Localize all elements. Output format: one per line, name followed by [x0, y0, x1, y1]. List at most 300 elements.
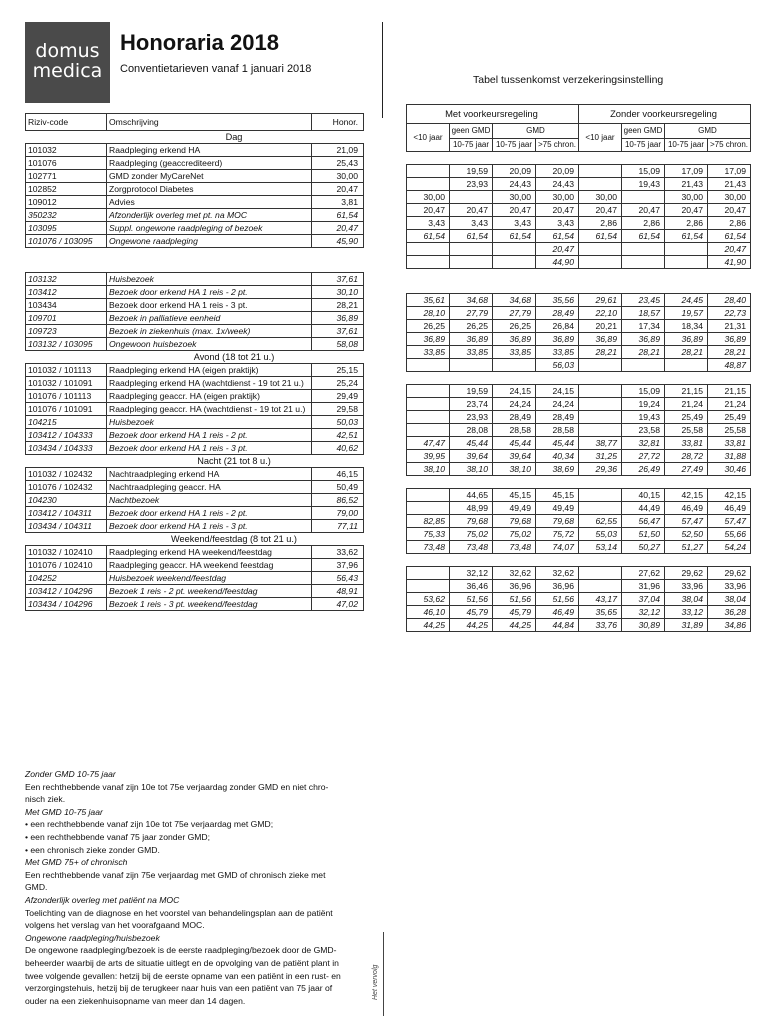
- tariff-value: 32,12: [450, 567, 493, 580]
- tariff-value: 36,28: [708, 606, 751, 619]
- tariff-value: 44,84: [536, 619, 579, 632]
- tariff-row: [26, 286, 364, 299]
- tariff-value: 26,49: [622, 463, 665, 476]
- gap-cell: [312, 248, 364, 261]
- tariff-value: [407, 256, 450, 269]
- riziv-code: 104230: [26, 494, 107, 507]
- tariff-values-row: [407, 580, 751, 593]
- section-spacer-cell: [493, 554, 536, 567]
- tariff-values-row: [407, 398, 751, 411]
- tariff-values-row: [407, 165, 751, 178]
- gap-cell: [708, 281, 751, 294]
- omschrijving: Huisbezoek: [107, 416, 312, 429]
- tariff-value: 53,14: [579, 541, 622, 554]
- tariff-row: [26, 273, 364, 286]
- tariff-value: 44,25: [493, 619, 536, 632]
- tariff-value: 19,43: [622, 411, 665, 424]
- tariff-value: 38,04: [708, 593, 751, 606]
- tariff-value: 45,15: [493, 489, 536, 502]
- tariff-value: 32,62: [536, 567, 579, 580]
- omschrijving: Bezoek door erkend HA 1 reis - 2 pt.: [107, 429, 312, 442]
- tariff-value: 39,95: [407, 450, 450, 463]
- tariff-value: 33,81: [708, 437, 751, 450]
- tariff-value: 28,49: [493, 411, 536, 424]
- tariff-value: 38,10: [493, 463, 536, 476]
- riziv-code: 101076 / 101091: [26, 403, 107, 416]
- tariff-value: 20,47: [536, 204, 579, 217]
- tariff-value: 33,85: [450, 346, 493, 359]
- riziv-code: 103132 / 103095: [26, 338, 107, 351]
- group-header-row: [407, 105, 751, 124]
- riziv-code: 350232: [26, 209, 107, 222]
- riziv-code: 103412 / 104311: [26, 507, 107, 520]
- tariff-value: 44,90: [536, 256, 579, 269]
- gap-cell: [26, 260, 107, 273]
- subheader-lt10: <10 jaar: [407, 124, 450, 152]
- tariff-value: 39,64: [493, 450, 536, 463]
- section-spacer-cell: [536, 152, 579, 165]
- omschrijving: Nachtraadpleging geaccr. HA: [107, 481, 312, 494]
- tariff-value: 25,49: [665, 411, 708, 424]
- tariff-values-row: [407, 502, 751, 515]
- section-spacer-cell: [665, 476, 708, 489]
- tariff-value: 27,79: [493, 307, 536, 320]
- section-spacer-cell: [579, 476, 622, 489]
- tariff-value: 23,58: [622, 424, 665, 437]
- riziv-code: 101076 / 102432: [26, 481, 107, 494]
- section-spacer-cell: [579, 152, 622, 165]
- tariff-values-row: [407, 567, 751, 580]
- section-spacer-cell: [450, 554, 493, 567]
- tariff-value: 35,65: [579, 606, 622, 619]
- honorarium: 3,81: [312, 196, 364, 209]
- tariff-value: 25,58: [708, 424, 751, 437]
- honorarium: 37,96: [312, 559, 364, 572]
- tariff-value: [407, 385, 450, 398]
- omschrijving: Suppl. ongewone raadpleging of bezoek: [107, 222, 312, 235]
- tariff-value: 61,54: [579, 230, 622, 243]
- subheader-10-75: 10-75 jaar: [450, 139, 493, 152]
- tariff-values-row: [407, 307, 751, 320]
- tariff-value: 30,00: [407, 191, 450, 204]
- section-spacer-cell: [536, 554, 579, 567]
- tariff-value: 26,25: [450, 320, 493, 333]
- section-spacer-cell: [622, 476, 665, 489]
- tariff-row: [26, 481, 364, 494]
- col-header-honor: Honor.: [312, 114, 364, 131]
- tariff-value: 28,08: [450, 424, 493, 437]
- tariff-value: [493, 359, 536, 372]
- gap-cell: [665, 269, 708, 282]
- section-spacer-cell: [407, 554, 450, 567]
- tariff-value: 45,44: [450, 437, 493, 450]
- tariff-values-row: [407, 424, 751, 437]
- tariff-row: [26, 338, 364, 351]
- section-header-row: [26, 533, 364, 546]
- tariff-value: 61,54: [407, 230, 450, 243]
- omschrijving: Bezoek 1 reis - 3 pt. weekend/feestdag: [107, 598, 312, 611]
- tariff-value: 41,90: [708, 256, 751, 269]
- tariff-value: [579, 489, 622, 502]
- tariff-value: 27,62: [622, 567, 665, 580]
- tariff-value: 17,34: [622, 320, 665, 333]
- riziv-code: 104215: [26, 416, 107, 429]
- tariff-value: 20,47: [536, 243, 579, 256]
- tariff-row: [26, 325, 364, 338]
- tariff-value: [407, 178, 450, 191]
- tariff-value: 36,89: [493, 333, 536, 346]
- honorarium: 56,43: [312, 572, 364, 585]
- tariff-table-left: [25, 104, 364, 611]
- tariff-values-row: [407, 204, 751, 217]
- omschrijving: Zorgprotocol Diabetes: [107, 183, 312, 196]
- omschrijving: Bezoek in ziekenhuis (max. 1x/week): [107, 325, 312, 338]
- tariff-value: 75,02: [450, 528, 493, 541]
- tariff-value: 79,68: [493, 515, 536, 528]
- tariff-values-row: [407, 333, 751, 346]
- gap-cell: [107, 260, 312, 273]
- honorarium: 33,62: [312, 546, 364, 559]
- tariff-value: 74,07: [536, 541, 579, 554]
- tariff-values-row: [407, 243, 751, 256]
- tariff-value: 33,85: [493, 346, 536, 359]
- tariff-value: 38,69: [536, 463, 579, 476]
- riziv-code: 101032 / 102432: [26, 468, 107, 481]
- subheader-gmd: GMD: [493, 124, 579, 139]
- column-header-row: [26, 114, 364, 131]
- tariff-value: 3,43: [493, 217, 536, 230]
- tariff-value: 30,00: [665, 191, 708, 204]
- honorarium: 77,11: [312, 520, 364, 533]
- tariff-value: 21,24: [665, 398, 708, 411]
- tariff-value: 17,09: [665, 165, 708, 178]
- tariff-value: 19,59: [450, 385, 493, 398]
- tariff-row: [26, 559, 364, 572]
- tariff-value: 44,25: [407, 619, 450, 632]
- tariff-value: 48,99: [450, 502, 493, 515]
- header-divider: [382, 22, 383, 118]
- tariff-value: 24,43: [493, 178, 536, 191]
- tariff-value: 49,49: [493, 502, 536, 515]
- tariff-value: 29,61: [579, 294, 622, 307]
- tariff-value: [579, 178, 622, 191]
- tariff-row: [26, 429, 364, 442]
- tariff-value: 19,57: [665, 307, 708, 320]
- honorarium: 48,91: [312, 585, 364, 598]
- tariff-values-row: [407, 489, 751, 502]
- tariff-value: 61,54: [536, 230, 579, 243]
- tariff-row: [26, 364, 364, 377]
- section-spacer-cell: [708, 554, 751, 567]
- tariff-value: [579, 243, 622, 256]
- tariff-row: [26, 209, 364, 222]
- subheader-10-75: 10-75 jaar: [622, 139, 665, 152]
- subgroup-header-row: [407, 124, 751, 139]
- tariff-value: 33,96: [708, 580, 751, 593]
- tariff-value: [407, 567, 450, 580]
- tariff-value: 19,59: [450, 165, 493, 178]
- tariff-value: 40,34: [536, 450, 579, 463]
- section-title: Weekend/feestdag (8 tot 21 u.): [107, 533, 364, 546]
- tariff-value: 51,56: [536, 593, 579, 606]
- tariff-value: [579, 385, 622, 398]
- tariff-values-row: [407, 256, 751, 269]
- tariff-value: 30,00: [536, 191, 579, 204]
- gap-cell: [536, 281, 579, 294]
- riziv-code: 103412: [26, 286, 107, 299]
- tariff-row: [26, 235, 364, 248]
- note-body: Een rechthebbende vanaf zijn 10e tot 75e verjaardag zonder GMD en niet chro- nisch ziek.: [25, 781, 329, 805]
- honorarium: 86,52: [312, 494, 364, 507]
- section-spacer-cell: [450, 372, 493, 385]
- tariff-value: 28,21: [622, 346, 665, 359]
- gap-row: [407, 281, 751, 294]
- section-spacer-cell: [407, 476, 450, 489]
- honorarium: 37,61: [312, 325, 364, 338]
- honorarium: 79,00: [312, 507, 364, 520]
- tariff-value: 29,62: [708, 567, 751, 580]
- tariff-table-right: [406, 104, 751, 632]
- tariff-value: [622, 243, 665, 256]
- tariff-value: 73,48: [493, 541, 536, 554]
- tariff-value: 20,09: [493, 165, 536, 178]
- tariff-value: [579, 165, 622, 178]
- tariff-value: 3,43: [450, 217, 493, 230]
- tariff-value: 36,89: [450, 333, 493, 346]
- tariff-value: 61,54: [622, 230, 665, 243]
- tariff-value: 79,68: [450, 515, 493, 528]
- gap-cell: [107, 248, 312, 261]
- section-spacer-cell: [665, 554, 708, 567]
- tariff-value: 23,93: [450, 411, 493, 424]
- tariff-values-row: [407, 411, 751, 424]
- tariff-value: 32,12: [622, 606, 665, 619]
- tariff-value: [407, 502, 450, 515]
- tariff-row: [26, 442, 364, 455]
- tariff-row: [26, 390, 364, 403]
- section-spacer-cell: [493, 152, 536, 165]
- tariff-value: 19,43: [622, 178, 665, 191]
- note-heading: Zonder GMD 10-75 jaar: [25, 769, 116, 779]
- tariff-value: 36,46: [450, 580, 493, 593]
- tariff-value: 20,47: [407, 204, 450, 217]
- section-blank-cell: [26, 351, 107, 364]
- tariff-value: 46,49: [708, 502, 751, 515]
- tariff-row: [26, 416, 364, 429]
- tariff-row: [26, 144, 364, 157]
- honorarium: 30,10: [312, 286, 364, 299]
- tariff-value: 43,17: [579, 593, 622, 606]
- omschrijving: Raadpleging (geaccrediteerd): [107, 157, 312, 170]
- honorarium: 30,00: [312, 170, 364, 183]
- gap-cell: [450, 269, 493, 282]
- tariff-value: [493, 243, 536, 256]
- omschrijving: Huisbezoek weekend/feestdag: [107, 572, 312, 585]
- tariff-value: [579, 398, 622, 411]
- gap-cell: [493, 269, 536, 282]
- gap-cell: [26, 248, 107, 261]
- tariff-value: 31,25: [579, 450, 622, 463]
- tariff-value: 20,47: [622, 204, 665, 217]
- omschrijving: Bezoek door erkend HA 1 reis - 3 pt.: [107, 442, 312, 455]
- riziv-code: 109701: [26, 312, 107, 325]
- tariff-values-row: [407, 294, 751, 307]
- riziv-code: 101076 / 101113: [26, 390, 107, 403]
- tariff-value: 32,81: [622, 437, 665, 450]
- tariff-value: 21,24: [708, 398, 751, 411]
- tariff-value: [450, 243, 493, 256]
- omschrijving: Raadpleging geaccr. HA (wachtdienst - 19 tot 21 u.): [107, 403, 312, 416]
- tariff-value: 36,89: [708, 333, 751, 346]
- omschrijving: Bezoek door erkend HA 1 reis - 2 pt.: [107, 507, 312, 520]
- spacer-cell: [26, 104, 107, 114]
- subheader-geen-gmd: geen GMD: [622, 124, 665, 139]
- omschrijving: Ongewoon huisbezoek: [107, 338, 312, 351]
- tariff-value: 75,72: [536, 528, 579, 541]
- tariff-value: 26,25: [407, 320, 450, 333]
- subheader-chron: >75 chron.: [708, 139, 751, 152]
- tariff-value: 38,04: [665, 593, 708, 606]
- omschrijving: Raadpleging erkend HA: [107, 144, 312, 157]
- honorarium: 28,21: [312, 299, 364, 312]
- tariff-value: 24,24: [536, 398, 579, 411]
- tariff-value: 24,45: [665, 294, 708, 307]
- tariff-value: 28,21: [579, 346, 622, 359]
- tariff-value: [407, 243, 450, 256]
- honorarium: 25,24: [312, 377, 364, 390]
- gap-cell: [708, 269, 751, 282]
- tariff-value: 51,56: [450, 593, 493, 606]
- riziv-code: 109723: [26, 325, 107, 338]
- honorarium: 25,15: [312, 364, 364, 377]
- tariff-value: 28,58: [536, 424, 579, 437]
- section-header-row: [26, 131, 364, 144]
- gap-cell: [407, 281, 450, 294]
- section-spacer-cell: [579, 554, 622, 567]
- section-title: Dag: [107, 131, 364, 144]
- side-text: Het vervolg: [372, 964, 379, 1000]
- gap-row: [26, 248, 364, 261]
- tariff-value: 33,12: [665, 606, 708, 619]
- tariff-value: [579, 411, 622, 424]
- tariff-value: 46,10: [407, 606, 450, 619]
- section-spacer-cell: [407, 152, 450, 165]
- honorarium: 25,43: [312, 157, 364, 170]
- tariff-value: 30,00: [708, 191, 751, 204]
- tariff-values-row: [407, 541, 751, 554]
- gap-cell: [665, 281, 708, 294]
- honorarium: 46,15: [312, 468, 364, 481]
- riziv-code: 102852: [26, 183, 107, 196]
- tariff-value: 40,15: [622, 489, 665, 502]
- omschrijving: Raadpleging erkend HA weekend/feestdag: [107, 546, 312, 559]
- tariff-value: 32,62: [493, 567, 536, 580]
- omschrijving: Ongewone raadpleging: [107, 235, 312, 248]
- tariff-value: 33,85: [407, 346, 450, 359]
- tariff-value: 34,68: [493, 294, 536, 307]
- tariff-value: 18,57: [622, 307, 665, 320]
- tariff-values-row: [407, 385, 751, 398]
- tariff-values-row: [407, 593, 751, 606]
- section-spacer-cell: [622, 152, 665, 165]
- riziv-code: 103132: [26, 273, 107, 286]
- domus-medica-logo: [25, 22, 110, 103]
- tariff-value: 27,79: [450, 307, 493, 320]
- tariff-value: 54,24: [708, 541, 751, 554]
- section-header-row: [26, 455, 364, 468]
- honorarium: 50,03: [312, 416, 364, 429]
- tariff-value: [579, 424, 622, 437]
- honorarium: 50,49: [312, 481, 364, 494]
- section-spacer-cell: [536, 476, 579, 489]
- subheader-10-75: 10-75 jaar: [665, 139, 708, 152]
- riziv-code: 103412 / 104296: [26, 585, 107, 598]
- tariff-value: 79,68: [536, 515, 579, 528]
- tariff-value: 28,58: [493, 424, 536, 437]
- tariff-value: 25,49: [708, 411, 751, 424]
- gap-cell: [579, 269, 622, 282]
- tariff-value: 42,15: [708, 489, 751, 502]
- tariff-row: [26, 377, 364, 390]
- subheader-lt10: <10 jaar: [579, 124, 622, 152]
- honorarium: 45,90: [312, 235, 364, 248]
- tariff-value: 21,43: [665, 178, 708, 191]
- tariff-value: [407, 411, 450, 424]
- tariff-value: 26,84: [536, 320, 579, 333]
- section-spacer-cell: [450, 152, 493, 165]
- tariff-value: 73,48: [450, 541, 493, 554]
- logo-line-2: medica: [32, 60, 103, 82]
- tariff-value: 24,15: [536, 385, 579, 398]
- tariff-value: 46,49: [665, 502, 708, 515]
- tariff-value: 20,47: [708, 204, 751, 217]
- tariff-row: [26, 507, 364, 520]
- tariff-row: [26, 572, 364, 585]
- tariff-value: 20,47: [579, 204, 622, 217]
- section-spacer-row: [407, 554, 751, 567]
- tariff-value: 21,15: [665, 385, 708, 398]
- tariff-value: 27,49: [665, 463, 708, 476]
- tariff-value: 22,10: [579, 307, 622, 320]
- tariff-value: 38,10: [450, 463, 493, 476]
- tariff-value: 24,43: [536, 178, 579, 191]
- section-spacer-row: [407, 476, 751, 489]
- tariff-value: [622, 359, 665, 372]
- tariff-value: [407, 424, 450, 437]
- tariff-value: 15,09: [622, 385, 665, 398]
- tariff-value: [450, 359, 493, 372]
- riziv-code: 101032 / 101113: [26, 364, 107, 377]
- note-body: • een rechthebbende vanaf zijn 10e tot 75e verjaardag met GMD; • een rechthebbende vanaf 75 jaar zonder GMD; • een chronisch zieke zonder GMD.: [25, 819, 274, 855]
- section-spacer-cell: [579, 372, 622, 385]
- tariff-values-row: [407, 437, 751, 450]
- tariff-value: 2,86: [622, 217, 665, 230]
- tariff-value: 46,49: [536, 606, 579, 619]
- tariff-value: 51,56: [493, 593, 536, 606]
- section-spacer-cell: [493, 372, 536, 385]
- tariff-value: 3,43: [407, 217, 450, 230]
- tariff-value: 20,21: [579, 320, 622, 333]
- tariff-value: [407, 580, 450, 593]
- gap-row: [407, 269, 751, 282]
- col-header-desc: Omschrijving: [107, 114, 312, 131]
- riziv-code: 101032 / 101091: [26, 377, 107, 390]
- tariff-value: 27,72: [622, 450, 665, 463]
- note-heading: Met GMD 10-75 jaar: [25, 806, 103, 817]
- tariff-value: [579, 359, 622, 372]
- tariff-row: [26, 222, 364, 235]
- tariff-row: [26, 170, 364, 183]
